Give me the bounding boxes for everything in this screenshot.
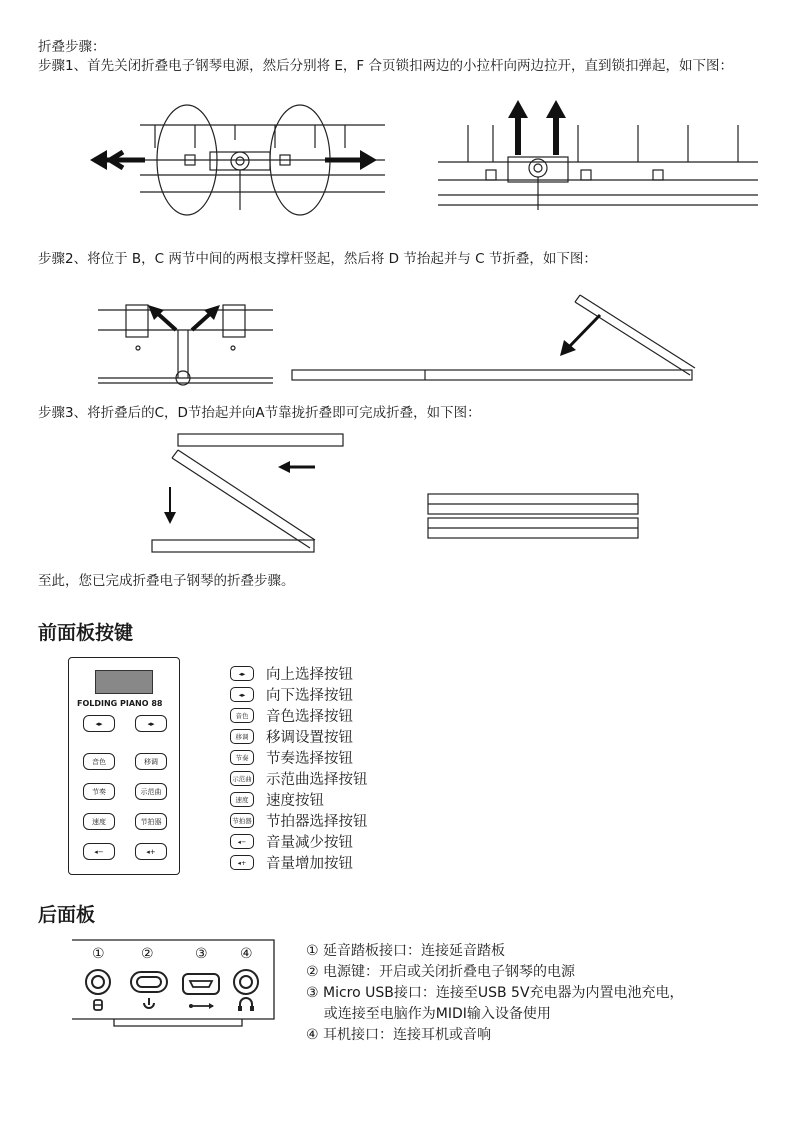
panel-up-button[interactable]: ◂▸ (83, 715, 115, 732)
brand-label: FOLDING PIANO 88 (77, 699, 163, 708)
legend-key: 示范曲 (230, 771, 254, 786)
legend-item (230, 684, 353, 705)
rear-desc-sustain: ① 延音踏板接口：连接延音踏板 (306, 943, 506, 959)
legend-label: 节拍器选择按钮 (266, 814, 368, 830)
legend-label: 节奏选择按钮 (266, 751, 353, 767)
legend-key: ◂− (230, 834, 254, 849)
step1-lock-lift-illustration (438, 100, 758, 210)
panel-volume-up-button[interactable]: ◂+ (135, 843, 167, 860)
front-panel-heading: 前面板按键 (38, 622, 134, 644)
rear-desc-power: ② 电源键：开启或关闭折叠电子钢琴的电源 (306, 964, 575, 980)
rear-desc-usb-cont: 或连接至电脑作为MIDI输入设备使用 (306, 1006, 551, 1022)
legend-key: 速度 (230, 792, 254, 807)
port-number: ① (92, 946, 105, 962)
legend-item (230, 852, 353, 873)
legend-item (230, 726, 353, 747)
port-number: ③ (195, 946, 208, 962)
legend-key: ◂▸ (230, 666, 254, 681)
panel-rhythm-button[interactable]: 节奏 (83, 783, 115, 800)
legend-label: 音色选择按钮 (266, 709, 353, 725)
lcd-display (95, 670, 153, 694)
fold-step2: 步骤2、将位于 B，C 两节中间的两根支撑杆竖起，然后将 D 节抬起并与 C 节折叠，如下图： (38, 251, 597, 267)
legend-label: 音量减少按钮 (266, 835, 353, 851)
rear-panel-heading: 后面板 (38, 904, 96, 926)
sustain-pedal-icon[interactable] (84, 968, 112, 1016)
panel-tempo-button[interactable]: 速度 (83, 813, 115, 830)
usb-icon[interactable] (181, 970, 221, 1014)
legend-key: ◂▸ (230, 687, 254, 702)
panel-tone-button[interactable]: 音色 (83, 753, 115, 770)
headphone-icon[interactable] (232, 968, 260, 1016)
legend-key: 移调 (230, 729, 254, 744)
step2-fold-d-section-illustration (290, 290, 700, 385)
legend-item (230, 747, 353, 768)
legend-item (230, 705, 353, 726)
legend-item (230, 789, 324, 810)
legend-item (230, 831, 353, 852)
fold-step1: 步骤1、首先关闭折叠电子钢琴电源，然后分别将 E，F 合页锁扣两边的小拉杆向两边拉开，直到锁扣弹起，如下图： (38, 58, 733, 74)
port-number: ④ (240, 946, 253, 962)
front-panel-diagram (68, 657, 180, 875)
legend-label: 移调设置按钮 (266, 730, 353, 746)
legend-label: 向上选择按钮 (266, 667, 353, 683)
rear-desc-usb: ③ Micro USB接口：连接至USB 5V充电器为内置电池充电， (306, 985, 684, 1001)
power-icon[interactable] (129, 968, 169, 1016)
step3-folded-piano-illustration (425, 492, 640, 540)
legend-key: 音色 (230, 708, 254, 723)
legend-label: 示范曲选择按钮 (266, 772, 368, 788)
legend-key: ◂+ (230, 855, 254, 870)
panel-metronome-button[interactable]: 节拍器 (135, 813, 167, 830)
legend-item (230, 768, 368, 789)
legend-key: 节拍器 (230, 813, 254, 828)
legend-item (230, 663, 353, 684)
port-number: ② (141, 946, 154, 962)
legend-item (230, 810, 368, 831)
fold-done: 至此，您已完成折叠电子钢琴的折叠步骤。 (38, 573, 295, 589)
legend-label: 速度按钮 (266, 793, 324, 809)
panel-volume-down-button[interactable]: ◂− (83, 843, 115, 860)
rear-desc-headphone: ④ 耳机接口：连接耳机或音响 (306, 1027, 492, 1043)
step1-hinge-open-illustration (85, 100, 385, 220)
step2-support-rods-illustration (98, 300, 273, 390)
legend-label: 向下选择按钮 (266, 688, 353, 704)
fold-title: 折叠步骤： (38, 39, 106, 55)
panel-down-button[interactable]: ◂▸ (135, 715, 167, 732)
fold-step3: 步骤3、将折叠后的C，D节抬起并向A节靠拢折叠即可完成折叠，如下图： (38, 405, 481, 421)
legend-label: 音量增加按钮 (266, 856, 353, 872)
step3-fold-to-a-illustration (150, 432, 345, 557)
legend-key: 节奏 (230, 750, 254, 765)
panel-demo-button[interactable]: 示范曲 (135, 783, 167, 800)
panel-transpose-button[interactable]: 移调 (135, 753, 167, 770)
